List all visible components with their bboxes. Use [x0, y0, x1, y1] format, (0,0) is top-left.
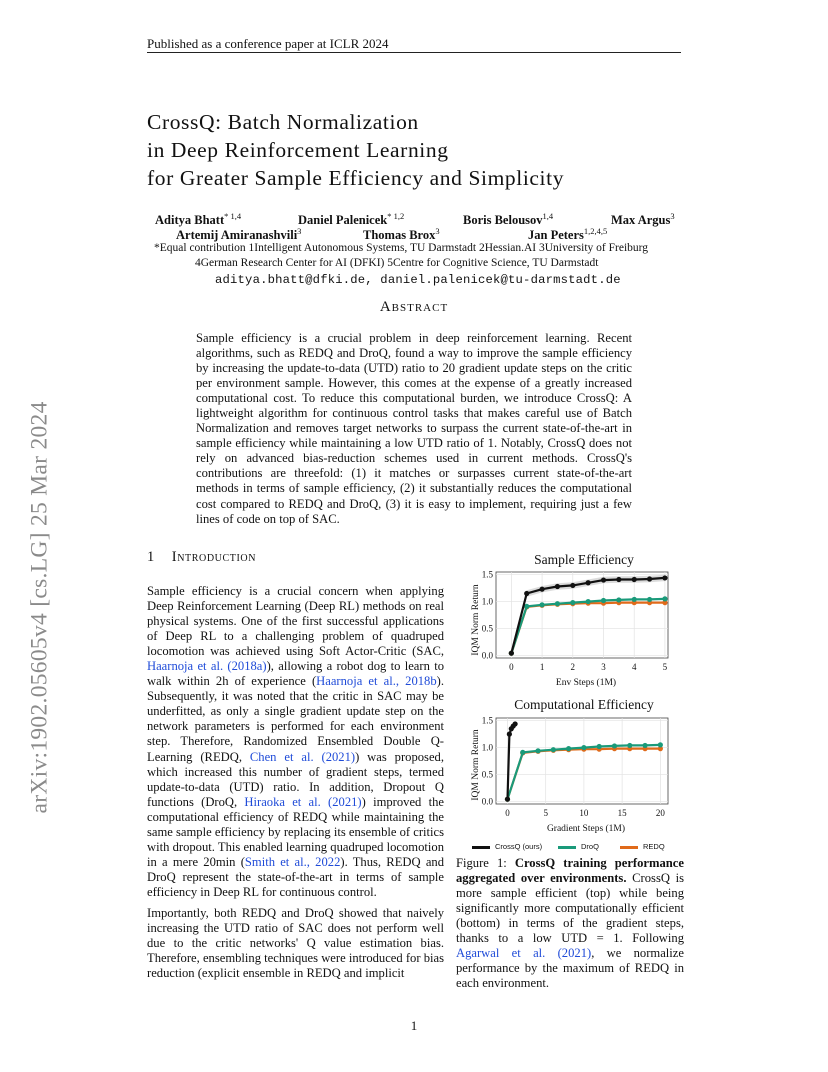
y-tick-label: 0.5 [481, 623, 493, 634]
data-point [642, 743, 647, 748]
author-4: Max Argus$^3$ [611, 211, 675, 228]
x-axis-label-sample: Env Steps (1M) [555, 678, 617, 688]
data-point [581, 745, 586, 750]
x-tick-label: 5 [543, 808, 548, 818]
intro-paragraph-1: Sample efficiency is a crucial concern when applying Deep Reinforcement Learning (Deep RL) methods on real physical systems. One of the first successful applications of Deep RL to a challenging problem of quadruped locomotion was achieved using Soft Actor-Critic (SAC, Haarnoja et al. (2018a)), allowing a robot dog to learn to walk within 2h of experience (Haarnoja et al., 2018b). Subsequently, it was noted that the critic in SAC may be underfitted, as only a single gradient update step on the network parameters is performed for each environment step. Therefore, Randomized Ensembled Double Q-Learning (REDQ, Chen et al. (2021)) was proposed, which increased this number of gradient steps, termed update-to-data (UTD) ratio. In addition, Dropout Q functions (DroQ, Hiraoka et al. (2021)) improved the computational efficiency of REDQ while maintaining the same sample efficiency by replacing its ensemble of critics with dropout. This enabled learning quadruped locomotion in a mere 20min (Smith et al., 2022). Thus, REDQ and DroQ represent the state-of-the-art in terms of sample efficiency in Deep RL for continuous control. [147, 584, 445, 899]
data-point [586, 599, 591, 604]
data-point [647, 597, 652, 602]
data-point [586, 580, 591, 585]
data-point [632, 597, 637, 602]
title-line-2: in Deep Reinforcement Learning [147, 138, 449, 162]
data-point [566, 746, 571, 751]
data-point [612, 743, 617, 748]
plot-frame [496, 718, 668, 804]
data-point [632, 577, 637, 582]
x-tick-label: 20 [655, 808, 665, 818]
data-point [570, 583, 575, 588]
author-3: Boris Belousov$^{1,4}$ [463, 211, 554, 228]
page-number: 1 [410, 1018, 418, 1033]
y-tick-label: 1.0 [481, 596, 493, 607]
data-point [551, 747, 556, 752]
data-point [513, 721, 518, 726]
x-axis-label-compute: Gradient Steps (1M) [546, 824, 626, 834]
section-title: Introduction [171, 549, 257, 565]
arxiv-id: arXiv:1902.05605v4 [cs.LG] 25 Mar 2024 [26, 401, 53, 814]
author-6: Thomas Brox$^3$ [363, 226, 440, 243]
intro-paragraph-2: Importantly, both REDQ and DroQ showed that naively increasing the UTD ratio of SAC does not perform well due to the critic networks' Q value estimation bias. Therefore, ensembling techniques were introduced for bias reduction (explicit ensemble in REDQ and implicit [147, 905, 444, 981]
legend-swatch [558, 846, 576, 849]
plot-computational-efficiency [482, 716, 668, 818]
affiliations-line-2: 4German Research Center for AI (DFKI) 5Centre for Cognitive Science, TU Darmstadt [195, 257, 599, 269]
legend-swatch [472, 846, 490, 849]
title-line-1: CrossQ: Batch Normalization [147, 110, 419, 134]
author-1: Aditya Bhatt$^{* 1,4}$ [155, 211, 242, 228]
data-point [555, 584, 560, 589]
y-tick-label: 1.0 [481, 742, 493, 753]
x-tick-label: 15 [617, 808, 627, 818]
y-axis-label-compute: IQM Norm Return [471, 729, 481, 801]
data-point [507, 732, 512, 737]
data-point [627, 743, 632, 748]
data-point [509, 651, 514, 656]
x-tick-label: 2 [570, 662, 576, 672]
legend-item-crossq: CrossQ (ours) [472, 842, 542, 851]
y-tick-label: 0.0 [481, 650, 493, 661]
data-point [535, 748, 540, 753]
author-emails: aditya.bhatt@dfki.de, daniel.palenicek@tu-darmstadt.de [215, 273, 621, 287]
data-point [662, 596, 667, 601]
data-point [601, 577, 606, 582]
arxiv-stamp [0, 0, 53, 1072]
section-heading [147, 549, 256, 566]
header-rule [147, 52, 681, 53]
author-5: Artemij Amiranashvili$^3$ [176, 226, 302, 243]
data-point [539, 602, 544, 607]
x-tick-label: 0 [509, 662, 514, 672]
x-tick-label: 5 [662, 662, 668, 672]
data-point [597, 744, 602, 749]
chart-title-sample: Sample Efficiency [534, 552, 634, 567]
x-tick-label: 0 [505, 808, 510, 818]
citation-link[interactable]: Haarnoja et al., 2018b [316, 674, 437, 689]
figure-1-charts [456, 548, 684, 843]
data-point [616, 577, 621, 582]
legend-item-redq: REDQ [620, 842, 665, 851]
legend-item-droq: DroQ [558, 842, 599, 851]
abstract-text: Sample efficiency is a crucial problem in deep reinforcement learning. Recent algorithms, such as REDQ and DroQ, found a way to improve the sample efficiency by increasing the update-to-data (UTD) ratio to 20 gradient update steps on the critic per environment sample. However, this comes at the expense of a greatly increased computational cost. To reduce this computational burden, we introduce CrossQ: A lightweight algorithm for continuous control tasks that makes careful use of Batch Normalization and removes target networks to surpass the current state-of-the-art in sample efficiency while maintaining a low UTD ratio of 1. Notably, CrossQ does not rely on advanced bias-reduction schemes used in current methods. CrossQ's contributions are threefold: (1) it matches or surpasses current state-of-the-art methods in terms of sample efficiency, (2) it substantially reduces the computational cost compared to REDQ and DroQ, (3) it is easy to implement, requiring just a few lines of code on top of SAC. [196, 331, 632, 526]
data-point [524, 591, 529, 596]
y-tick-label: 0.0 [481, 796, 493, 807]
data-point [616, 597, 621, 602]
paper-title [147, 108, 707, 192]
y-axis-label-sample: IQM Norm Return [471, 584, 481, 656]
data-point [662, 575, 667, 580]
plot-sample-efficiency [482, 570, 668, 672]
author-7: Jan Peters$^{1,2,4,5}$ [528, 226, 608, 243]
data-point [647, 576, 652, 581]
author-2: Daniel Palenicek$^{* 1,2}$ [298, 211, 405, 228]
data-point [555, 601, 560, 606]
data-point [570, 600, 575, 605]
y-tick-label: 0.5 [481, 769, 493, 780]
abstract-heading: Abstract [379, 299, 449, 315]
legend-swatch [620, 846, 638, 849]
y-tick-label: 1.5 [481, 715, 493, 726]
citation-link[interactable]: Haarnoja et al. (2018a) [147, 659, 267, 674]
x-tick-label: 3 [601, 662, 606, 672]
venue-header: Published as a conference paper at ICLR 2024 [147, 36, 389, 51]
data-point [601, 598, 606, 603]
section-number: 1 [147, 549, 155, 565]
data-point [658, 742, 663, 747]
intro-body [147, 584, 444, 987]
title-line-3: for Greater Sample Efficiency and Simplicity [147, 166, 565, 190]
figure-caption: Figure 1: CrossQ training performance aggregated over environments. CrossQ is more sample efficient (top) while being significantly more computationally efficient (bottom) in terms of the gradient steps, thanks to a low UTD = 1. Following Agarwal et al. (2021), we normalize performance by the maximum of REDQ in each environment. [456, 856, 684, 991]
x-tick-label: 4 [631, 662, 637, 672]
x-tick-label: 1 [539, 662, 545, 672]
y-tick-label: 1.5 [481, 569, 493, 580]
data-point [505, 797, 510, 802]
citation-link[interactable]: Hiraoka et al. (2021) [244, 794, 362, 809]
citation-link[interactable]: Smith et al., 2022 [244, 854, 341, 869]
data-point [539, 587, 544, 592]
citation-link[interactable]: Chen et al. (2021) [249, 749, 356, 764]
affiliations-line-1: *Equal contribution 1Intelligent Autonomous Systems, TU Darmstadt 2Hessian.AI 3University of Freiburg [154, 242, 649, 254]
x-tick-label: 10 [579, 808, 589, 818]
citation-link[interactable]: Agarwal et al. (2021) [456, 946, 592, 961]
data-point [520, 750, 525, 755]
chart-title-compute: Computational Efficiency [514, 697, 654, 712]
